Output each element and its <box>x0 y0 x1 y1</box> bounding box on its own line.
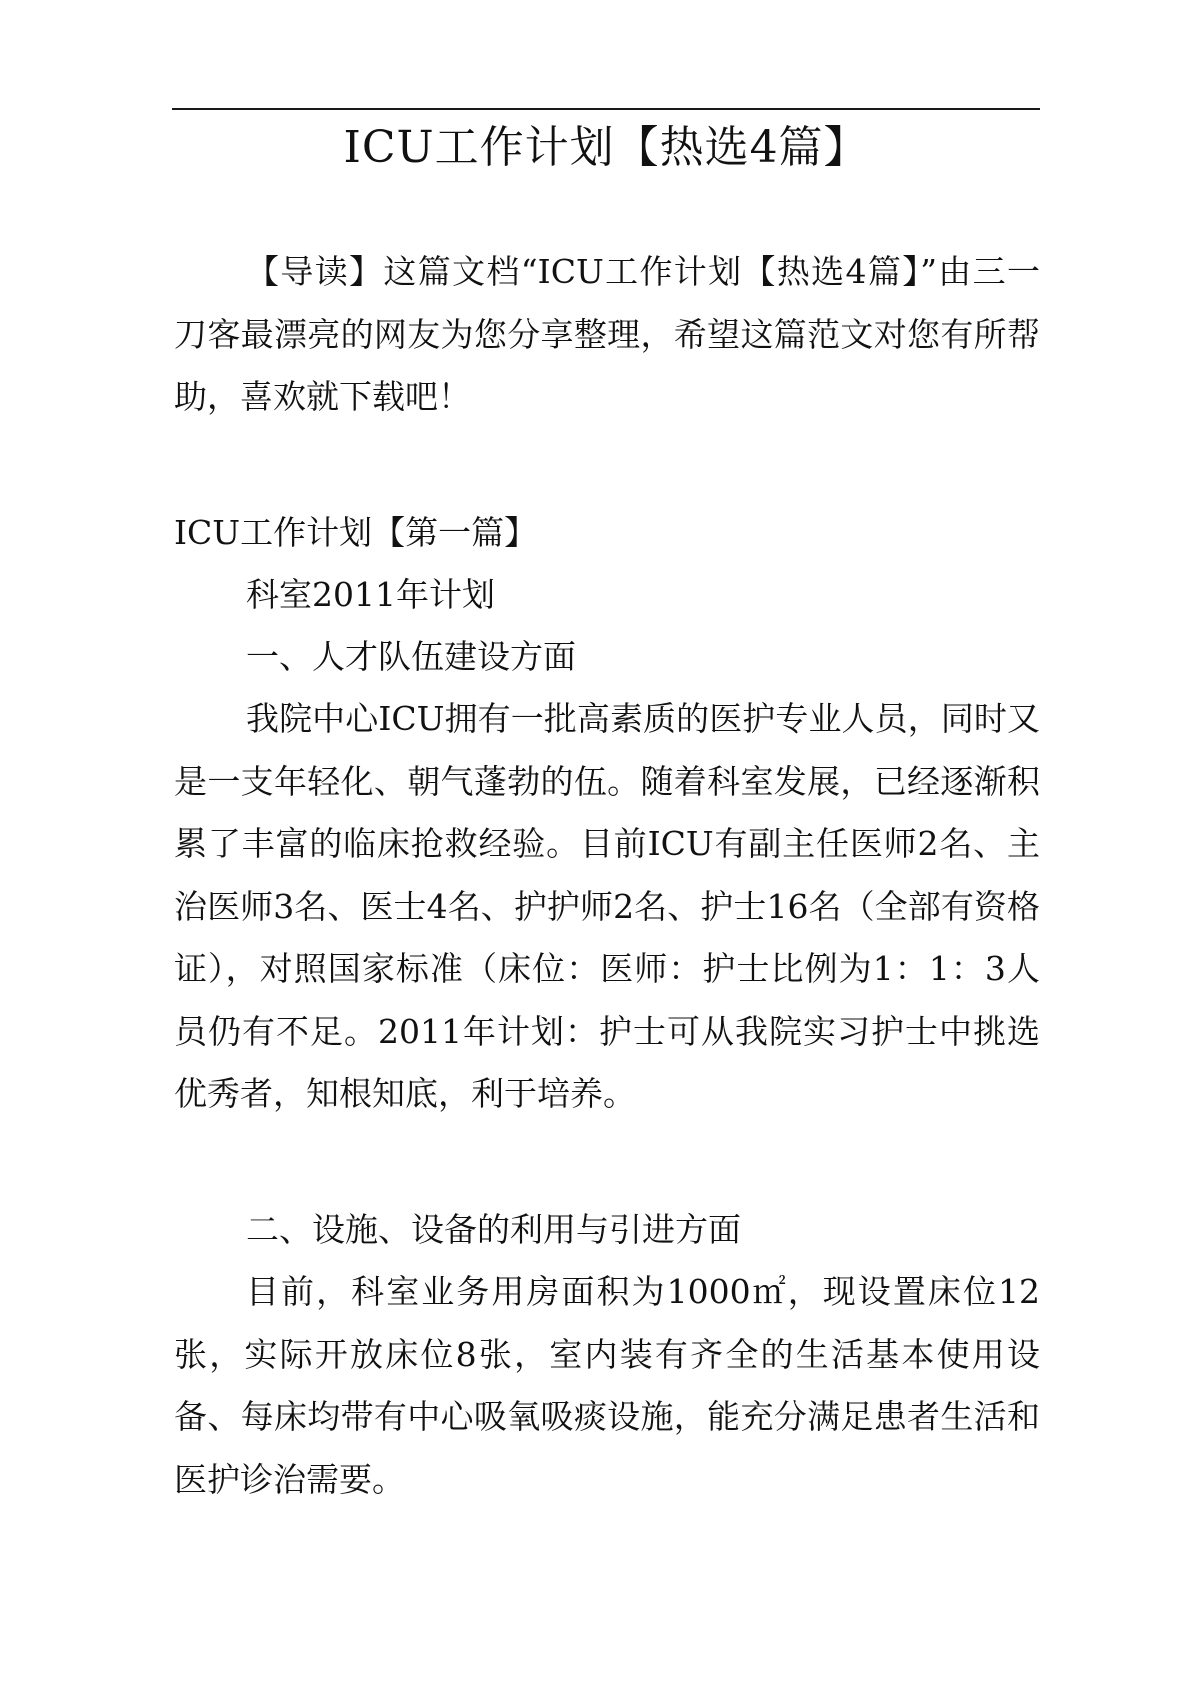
heading-talent-team: 一、人才队伍建设方面 <box>246 637 576 676</box>
paragraph-facilities: 目前，科室业务用房面积为1000㎡，现设置床位12张，实际开放床位8张，室内装有齐全的生活基本使用设备、每床均带有中心吸氧吸痰设施，能充分满足患者生活和医护诊治需要。 <box>174 1272 1040 1499</box>
intro-paragraph: 【导读】这篇文档“ICU工作计划【热选4篇】”由三一刀客最漂亮的网友为您分享整理，希望这篇范文对您有所帮助，喜欢就下载吧！ <box>174 252 1040 416</box>
heading-facilities: 二、设施、设备的利用与引进方面 <box>246 1210 741 1249</box>
document-title: ICU工作计划【热选4篇】 <box>343 122 869 173</box>
paragraph-talent-team: 我院中心ICU拥有一批高素质的医护专业人员，同时又是一支年轻化、朝气蓬勃的伍。随着科室发展，已经逐渐积累了丰富的临床抢救经验。目前ICU有副主任医师2名、主治医师3名、医士4名、护护师2名、护士16名（全部有资格证），对照国家标准（床位：医师：护士比例为1：1：3人员仍有不足。2011年计划：护士可从我院实习护士中挑选优秀者，知根知底，利于培养。 <box>174 699 1040 1113</box>
plan-subtitle: 科室2011年计划 <box>246 575 495 614</box>
header-rule <box>172 108 1040 110</box>
section-heading: ICU工作计划【第一篇】 <box>174 513 538 552</box>
